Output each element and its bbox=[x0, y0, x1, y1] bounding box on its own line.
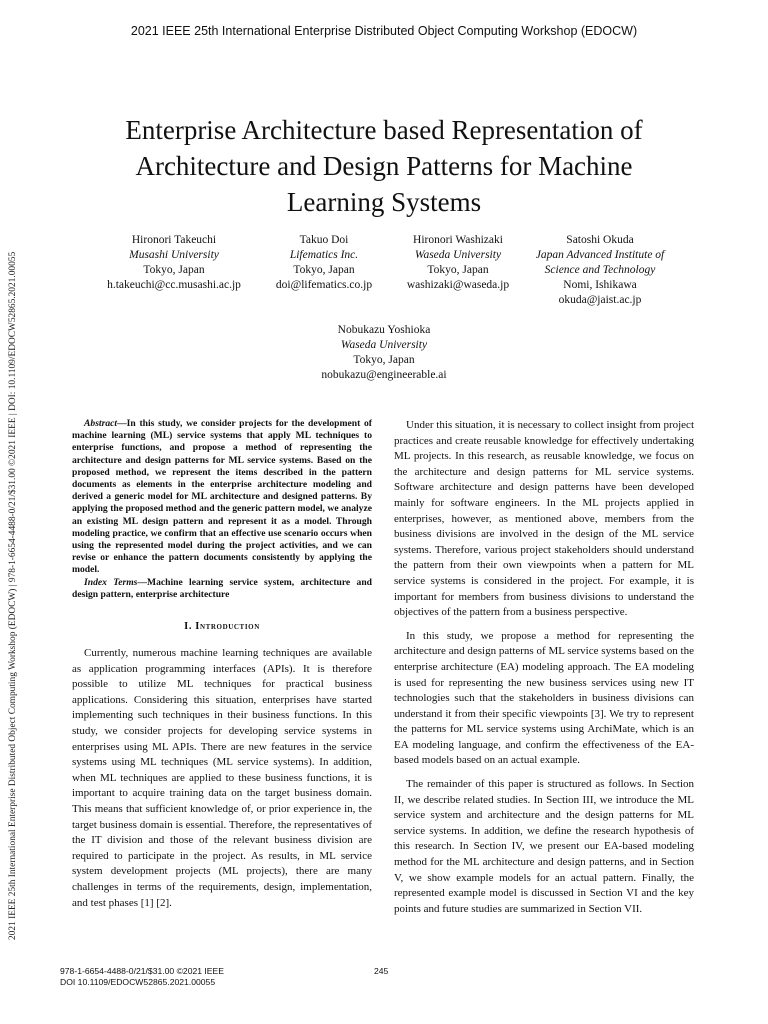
index-terms-text: —Machine learning service system, architecture and design pattern, enterprise architecture bbox=[72, 576, 372, 600]
author-block bbox=[284, 323, 484, 383]
title-line: Learning Systems bbox=[286, 187, 482, 217]
author-email[interactable]: okuda@jaist.ac.jp bbox=[558, 294, 642, 306]
right-column bbox=[394, 418, 694, 925]
author-affiliation: Musashi University bbox=[129, 249, 219, 261]
author-email[interactable]: h.takeuchi@cc.musashi.ac.jp bbox=[107, 279, 241, 291]
body-paragraph: Under this situation, it is necessary to collect insight from project practices and create reusable knowledge for effectively undertaking ML projects. In this research, as reusable knowledge, we focus on the architecture and design patterns for ML service systems. Software architecture and design patterns have been developed mainly for software engineers. In the ML projects applied in enterprises, however, as mentioned above, members from the business divisions are involved in the design of the ML service systems. Therefore, various project stakeholders should understand the pattern from their own viewpoints when a pattern for ML service systems is considered in the project. For example, it is important for members from business divisions to understand the objectives of the pattern from a business perspective. bbox=[394, 419, 694, 619]
side-margin-citation: 2021 IEEE 25th International Enterprise Distributed Object Computing Workshop (EDOCW) | 978-1-6654-4488-0/21/$31.00 ©2021 IEEE | DOI: 10.1109/EDOCW52865.2021.00055 bbox=[8, 251, 18, 940]
author-email[interactable]: nobukazu@engineerable.ai bbox=[321, 369, 447, 381]
index-terms-label: Index Terms bbox=[84, 576, 138, 588]
footer-isbn: 978-1-6654-4488-0/21/$31.00 ©2021 IEEE bbox=[60, 966, 225, 976]
author-block bbox=[94, 233, 254, 293]
title-line: Enterprise Architecture based Representation of bbox=[125, 115, 643, 145]
body-paragraph: Currently, numerous machine learning techniques are available as application programming interfaces (APIs). It is therefore possible to utilize ML techniques for practical business applications. Considering this situation, enterprises have started implementing such techniques in their business functions. In this study, we consider projects for developing service systems in enterprises using ML APIs. There are new features in the service systems using ML techniques (ML service systems). In addition, when ML techniques are applied to these business functions, it is important to acquire training data on the target business domain. This means that sufficient knowledge of, or prior experience in, the target business domain is essential. Therefore, the representatives of the IT division and those of the relevant business division are required to participate in the project. As results, in ML service system development projects (ML projects), there are many challenges in terms of the requirements, design, implementation, and test phases [1] [2]. bbox=[72, 647, 372, 909]
body-paragraph: The remainder of this paper is structured as follows. In Section II, we describe related studies. In Section III, we introduce the ML service system and architecture and the design patterns for ML service systems. In addition, we define the research hypothesis of this research. In Section IV, we present our EA-based modeling method for the ML architecture and design patterns, and in Section V, we show example models for an actual pattern. Finally, the represented example model is discussed in Section VI and the key points and future studies are summarized in Section VII. bbox=[394, 778, 694, 915]
author-affiliation: Japan Advanced Institute of bbox=[535, 249, 665, 261]
section-number: I. bbox=[184, 621, 196, 633]
author-location: Nomi, Ishikawa bbox=[563, 279, 637, 291]
author-name: Nobukazu Yoshioka bbox=[337, 324, 431, 336]
footer-doi: DOI 10.1109/EDOCW52865.2021.00055 bbox=[60, 977, 216, 987]
index-terms bbox=[72, 577, 372, 601]
author-affiliation: Lifematics Inc. bbox=[289, 249, 359, 261]
abstract-text: —In this study, we consider projects for the development of machine learning (ML) service systems that apply ML techniques to enterprise functions, and propose a method of representing the architecture and design patterns for ML service systems. Based on the proposed method, we represent the items described in the pattern documents as elements in the enterprise architecture modeling and derived a generic model for ML architecture and designed patterns. By applying the proposed method and the generic pattern model, we analyze an existing ML design pattern and represent it as a model. Through modeling practice, we confirm that an effective use scenario occurs when using the represented model during the project activities, and we can revise or enhance the pattern documents consistently by applying the model. bbox=[72, 418, 372, 576]
left-column bbox=[72, 418, 372, 919]
body-paragraph: In this study, we propose a method for representing the architecture and design patterns of ML service systems based on the enterprise architecture (EA) modeling approach. The EA modeling is used for representing the new business services using new IT technologies such that the stakeholders in business divisions can understand it from their specific viewpoints [3]. We try to represent the patterns for ML service systems using ArchiMate, which is an EA modeling language, and confirm the effectiveness of the EA-based models based on an actual example. bbox=[394, 629, 694, 767]
author-location: Tokyo, Japan bbox=[427, 264, 489, 276]
footer-publication-info bbox=[60, 966, 224, 988]
page-number: 245 bbox=[374, 966, 389, 976]
author-name: Hironori Takeuchi bbox=[131, 234, 217, 246]
author-affiliation-line2: Science and Technology bbox=[544, 264, 656, 276]
conference-header: 2021 IEEE 25th International Enterprise Distributed Object Computing Workshop (EDOCW) bbox=[130, 24, 638, 38]
author-location: Tokyo, Japan bbox=[293, 264, 355, 276]
abstract-label: Abstract bbox=[84, 418, 118, 429]
section-heading-introduction bbox=[72, 621, 372, 632]
author-block bbox=[378, 233, 538, 293]
section-title: Introduction bbox=[195, 621, 260, 633]
author-name: Satoshi Okuda bbox=[566, 234, 634, 246]
author-name: Hironori Washizaki bbox=[413, 234, 503, 246]
abstract bbox=[72, 418, 372, 577]
paper-title bbox=[60, 112, 708, 220]
author-location: Tokyo, Japan bbox=[143, 264, 205, 276]
author-location: Tokyo, Japan bbox=[353, 354, 415, 366]
title-line: Architecture and Design Patterns for Machine bbox=[135, 151, 633, 181]
author-affiliation: Waseda University bbox=[414, 249, 502, 261]
author-affiliation: Waseda University bbox=[340, 339, 428, 351]
author-block bbox=[515, 233, 685, 308]
author-email[interactable]: washizaki@waseda.jp bbox=[406, 279, 510, 291]
author-name: Takuo Doi bbox=[299, 234, 349, 246]
author-email[interactable]: doi@lifematics.co.jp bbox=[275, 279, 373, 291]
